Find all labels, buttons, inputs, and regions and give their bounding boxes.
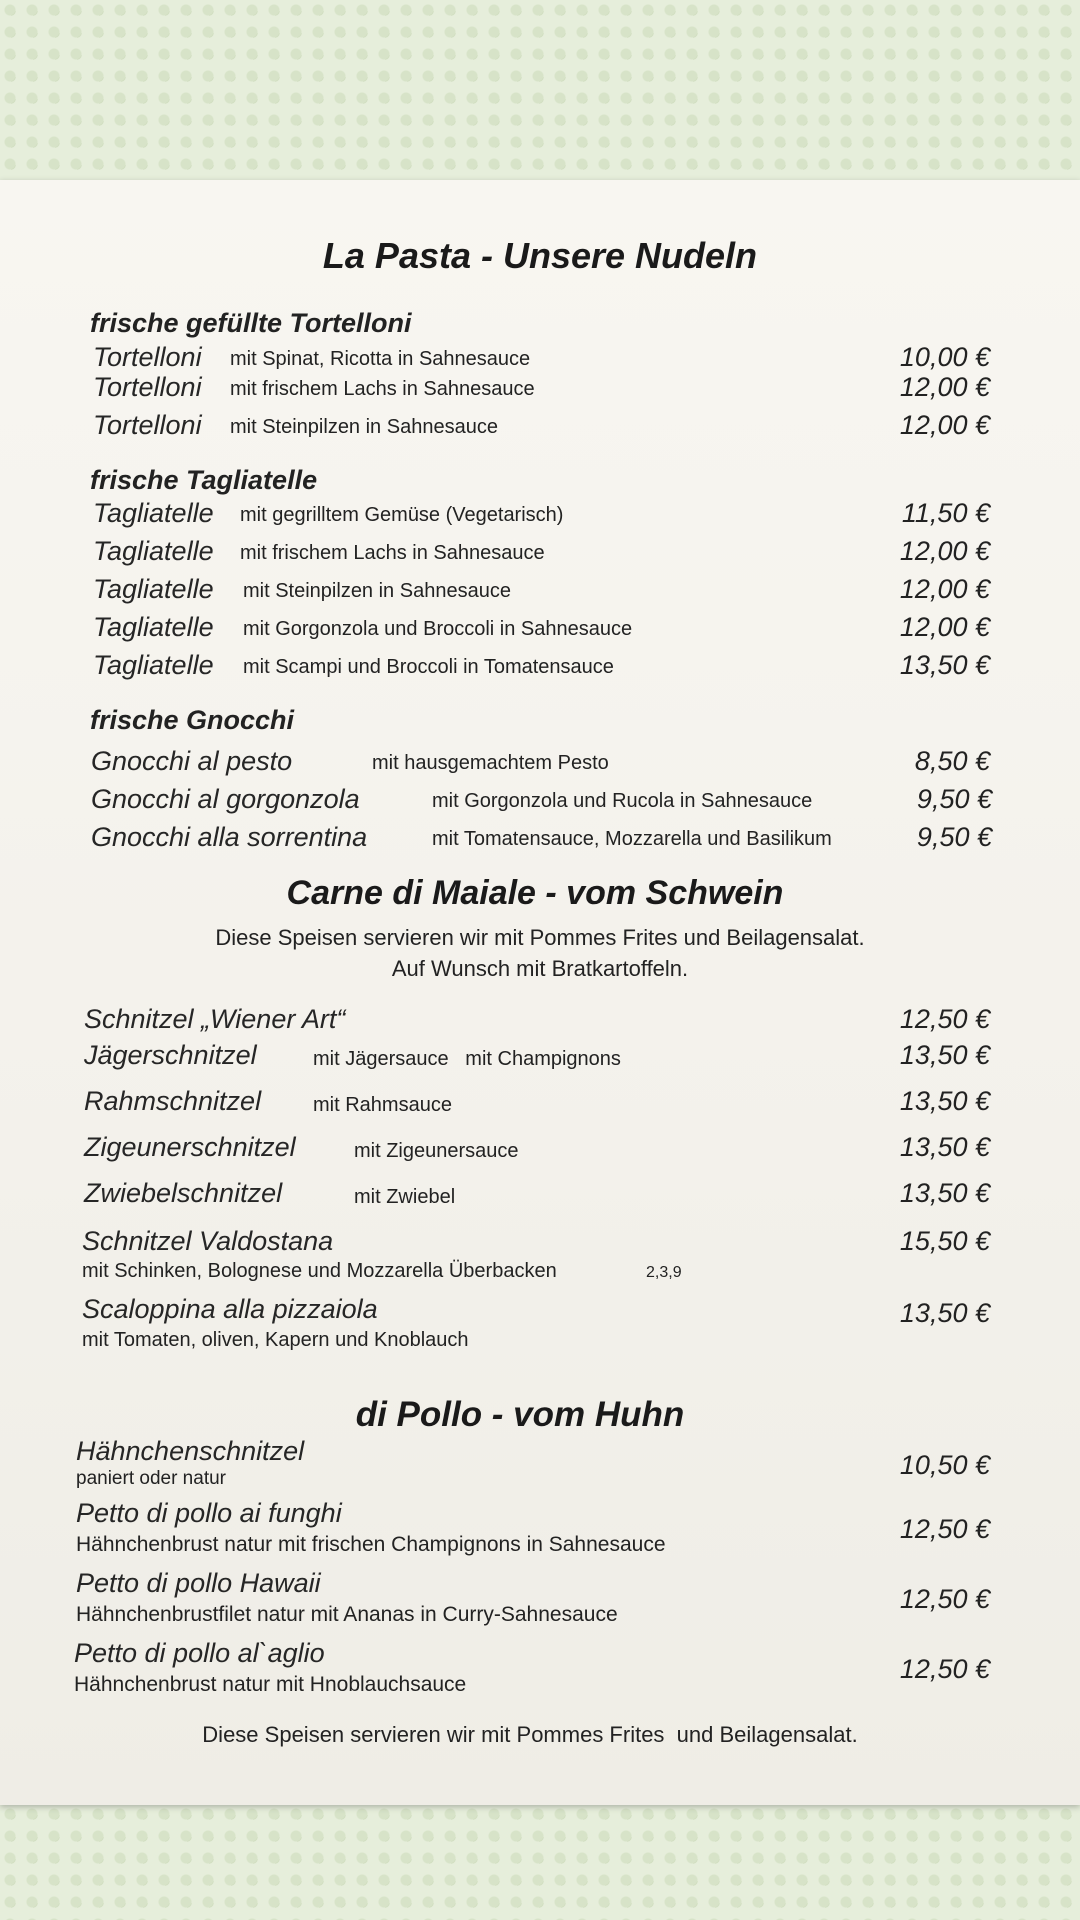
item-name: Tortelloni [93, 410, 202, 440]
menu-item [0, 1638, 1080, 1684]
menu-item [0, 1086, 1080, 1122]
item-desc: mit Gorgonzola und Broccoli in Sahnesauce [243, 618, 633, 640]
item-price: 13,50 € [899, 1040, 990, 1070]
maiale-note-2: Auf Wunsch mit Bratkartoffeln. [391, 956, 689, 981]
menu-item [0, 1004, 1080, 1040]
allergen-codes: 2,3,9 [646, 1264, 682, 1281]
tagliatelle-heading: frische Tagliatelle [90, 465, 318, 495]
menu-item [0, 1226, 1080, 1262]
item-price: 12,00 € [899, 612, 990, 642]
item-price: 12,50 € [899, 1584, 990, 1614]
item-desc: mit frischem Lachs in Sahnesauce [240, 542, 545, 564]
item-desc: mit Tomatensauce, Mozzarella und Basilikum [432, 828, 832, 850]
item-name: Gnocchi alla sorrentina [91, 822, 368, 852]
item-name: Schnitzel Valdostana [82, 1226, 334, 1256]
item-name: Petto di pollo al`aglio [74, 1638, 325, 1668]
pollo-title: di Pollo - vom Huhn [355, 1395, 685, 1434]
menu-item [0, 1294, 1080, 1330]
item-desc: Hähnchenbrustfilet natur mit Ananas in Curry-Sahnesauce [76, 1603, 618, 1626]
item-name: Tagliatelle [93, 650, 214, 680]
menu-item [0, 650, 1080, 686]
item-desc: mit Jägersauce mit Champignons [313, 1048, 621, 1070]
item-price: 13,50 € [899, 1086, 990, 1116]
menu-item [0, 1178, 1080, 1214]
item-price: 12,00 € [899, 574, 990, 604]
item-price: 12,50 € [899, 1654, 990, 1684]
item-name: Hähnchenschnitzel [76, 1436, 305, 1466]
item-price: 13,50 € [899, 1178, 990, 1208]
item-desc: mit Zigeunersauce [354, 1140, 519, 1162]
item-desc: mit Spinat, Ricotta in Sahnesauce [230, 348, 531, 370]
menu-item [0, 536, 1080, 572]
item-desc: mit Gorgonzola und Rucola in Sahnesauce [432, 790, 813, 812]
menu-item [0, 574, 1080, 610]
gnocchi-heading: frische Gnocchi [90, 705, 295, 735]
item-desc: mit Zwiebel [354, 1186, 456, 1208]
item-name: Tortelloni [93, 372, 202, 402]
menu-item [0, 1498, 1080, 1544]
item-desc: mit Steinpilzen in Sahnesauce [243, 580, 511, 602]
pollo-note: Diese Speisen servieren wir mit Pommes Frites und Beilagensalat. [202, 1722, 858, 1747]
maiale-note-1: Diese Speisen servieren wir mit Pommes Frites und Beilagensalat. [215, 925, 865, 950]
item-price: 10,00 € [899, 342, 990, 372]
item-desc: mit Rahmsauce [313, 1094, 452, 1116]
menu-item [0, 498, 1080, 534]
menu-item [0, 612, 1080, 648]
menu-item [0, 822, 1080, 858]
menu-item [0, 1040, 1080, 1076]
item-name: Tagliatelle [93, 536, 214, 566]
item-price: 11,50 € [901, 498, 990, 528]
item-price: 12,00 € [899, 536, 990, 566]
item-price: 12,00 € [899, 372, 990, 402]
item-desc: Hähnchenbrust natur mit Hnoblauchsauce [74, 1673, 467, 1696]
item-name: Petto di pollo Hawaii [76, 1568, 321, 1598]
maiale-title: Carne di Maiale - vom Schwein [286, 874, 784, 912]
item-desc: mit Schinken, Bolognese und Mozzarella Überbacken [82, 1260, 557, 1282]
item-price: 13,50 € [899, 1132, 990, 1162]
item-desc: mit hausgemachtem Pesto [372, 752, 609, 774]
item-name: Tagliatelle [93, 498, 214, 528]
item-name: Scaloppina alla pizzaiola [82, 1294, 378, 1324]
item-price: 12,00 € [899, 410, 990, 440]
item-desc: mit frischem Lachs in Sahnesauce [230, 378, 535, 400]
item-price: 13,50 € [899, 1298, 990, 1328]
item-name: Gnocchi al pesto [91, 746, 293, 776]
item-name: Gnocchi al gorgonzola [91, 784, 360, 814]
item-price: 12,50 € [899, 1514, 990, 1544]
menu-item [0, 746, 1080, 782]
menu-page [0, 180, 1080, 1805]
item-price: 10,50 € [899, 1450, 990, 1480]
item-name: Rahmschnitzel [84, 1086, 262, 1116]
item-name: Zwiebelschnitzel [84, 1178, 283, 1208]
item-desc: mit gegrilltem Gemüse (Vegetarisch) [240, 504, 564, 526]
item-desc: paniert oder natur [76, 1468, 226, 1489]
item-name: Zigeunerschnitzel [84, 1132, 296, 1162]
item-name: Schnitzel „Wiener Art“ [84, 1004, 346, 1034]
item-name: Tagliatelle [93, 574, 214, 604]
menu-item [0, 372, 1080, 408]
item-price: 13,50 € [899, 650, 990, 680]
pasta-title: La Pasta - Unsere Nudeln [322, 235, 758, 276]
menu-item [0, 1132, 1080, 1168]
item-desc: mit Steinpilzen in Sahnesauce [230, 416, 498, 438]
menu-item [0, 784, 1080, 820]
item-price: 15,50 € [899, 1226, 990, 1256]
menu-item [0, 410, 1080, 446]
item-name: Jägerschnitzel [84, 1040, 257, 1070]
item-name: Tagliatelle [93, 612, 214, 642]
item-desc: mit Tomaten, oliven, Kapern und Knoblauch [82, 1329, 469, 1351]
item-price: 9,50 € [916, 822, 992, 852]
item-price: 9,50 € [916, 784, 992, 814]
item-price: 8,50 € [914, 746, 990, 776]
item-desc: mit Scampi und Broccoli in Tomatensauce [243, 656, 614, 678]
tortelloni-heading: frische gefüllte Tortelloni [90, 308, 412, 338]
item-name: Petto di pollo ai funghi [76, 1498, 342, 1528]
item-desc: Hähnchenbrust natur mit frischen Champignons in Sahnesauce [76, 1533, 666, 1556]
item-price: 12,50 € [899, 1004, 990, 1034]
item-name: Tortelloni [93, 342, 202, 372]
menu-item [0, 1568, 1080, 1614]
